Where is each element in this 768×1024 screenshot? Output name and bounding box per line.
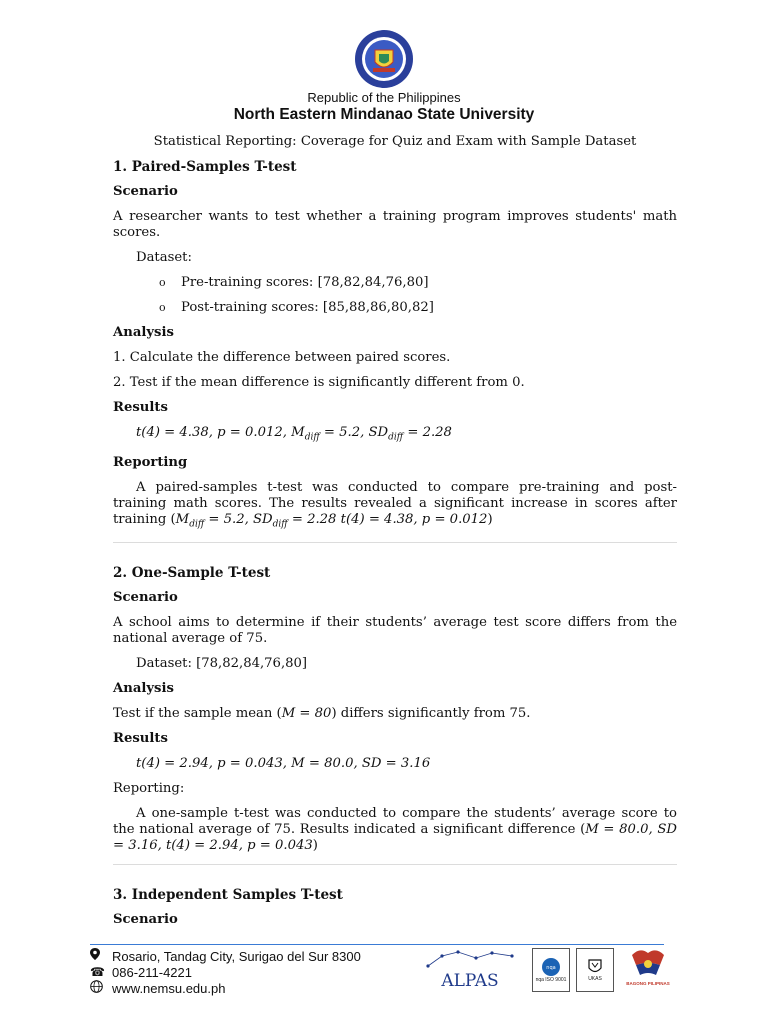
section-2-dataset: Dataset: [78,82,84,76,80] [136, 656, 308, 672]
section-2-results-formula: t(4) = 2.94, p = 0.043, M = 80.0, SD = 3.16 [136, 756, 431, 772]
bagong-pilipinas-logo-icon: BAGONG PILIPINAS [620, 947, 676, 993]
bullet-icon: o [159, 301, 166, 314]
section-2-analysis-label: Analysis [113, 681, 174, 697]
bullet-icon: o [159, 276, 166, 289]
svg-text:ALPAS: ALPAS [441, 971, 499, 991]
section-1-heading: 1. Paired-Samples T-test [113, 159, 297, 175]
section-1-reporting-text: A paired-samples t-test was conducted to compare pre-training and post-training math scores. The results revealed a significant increase in scores after training ($M_{diff} = 5.2$, $SD_{diff} = 2.28$ t(4) = 4.38, p = 0.012) [113, 479, 677, 530]
section-divider [113, 864, 677, 865]
ukas-badge-icon: UKAS [576, 948, 614, 992]
university-seal-icon [349, 28, 419, 90]
analysis-step: 2. Test if the mean difference is significantly different from 0. [113, 375, 525, 390]
footer-divider [90, 944, 664, 945]
section-2-scenario-label: Scenario [113, 590, 178, 606]
alpas-logo-icon [420, 944, 520, 994]
section-2-results-label: Results [113, 731, 168, 747]
footer-address: Rosario, Tandag City, Surigao del Sur 8300 [112, 948, 361, 964]
section-1-dataset-label: Dataset: [136, 250, 192, 265]
section-2-reporting-text: A one-sample t-test was conducted to compare the students’ average score to the national average of 75. Results indicated a significant difference (M = 80.0, SD = 3.16, t(4) = 2.94, p = 0.043) [113, 806, 677, 854]
section-2-reporting-label: Reporting: [113, 781, 185, 797]
document-body [113, 134, 677, 937]
svg-text:nqa: nqa [546, 965, 556, 971]
document-title: Statistical Reporting: Coverage for Quiz and Exam with Sample Dataset [153, 134, 637, 149]
phone-icon: ☎ [90, 964, 105, 979]
list-item: o Post-training scores: [85,88,86,80,82] [159, 300, 434, 315]
section-2-analysis-text: Test if the sample mean (M = 80) differs significantly from 75. [113, 706, 531, 722]
iso-badge-icon: nqa nqa ISO 9001 [532, 948, 570, 992]
republic-label: Republic of the Philippines [307, 90, 461, 105]
section-1-results-formula: t(4) = 4.38, p = 0.012, $M_{diff} = 5.2$, $SD_{diff} = 2.28$ [136, 425, 452, 443]
section-1-analysis-label: Analysis [113, 325, 174, 340]
letterhead [0, 28, 768, 124]
section-2-heading: 2. One-Sample T-test [113, 565, 271, 582]
section-divider [113, 542, 677, 543]
list-item: o Pre-training scores: [78,82,84,76,80] [159, 275, 429, 290]
footer-phone: 086-211-4221 [112, 964, 192, 980]
section-3-scenario-label: Scenario [113, 912, 178, 928]
university-name: North Eastern Mindanao State University [233, 106, 535, 123]
location-pin-icon [90, 948, 112, 965]
section-2-scenario-text: A school aims to determine if their students’ average test score differs from the national average of 75. [113, 615, 677, 647]
section-3-heading: 3. Independent Samples T-test [113, 887, 343, 904]
globe-icon [90, 980, 112, 998]
section-1-scenario-label: Scenario [113, 184, 178, 199]
footer-website[interactable]: www.nemsu.edu.ph [112, 981, 226, 996]
section-1-scenario-text: A researcher wants to test whether a training program improves students' math scores. [113, 209, 677, 240]
certification-logos [532, 947, 676, 993]
section-1-reporting-label: Reporting [113, 454, 188, 470]
footer-contact [90, 948, 361, 998]
analysis-step: 1. Calculate the difference between paired scores. [113, 350, 451, 365]
section-1-results-label: Results [113, 400, 168, 415]
